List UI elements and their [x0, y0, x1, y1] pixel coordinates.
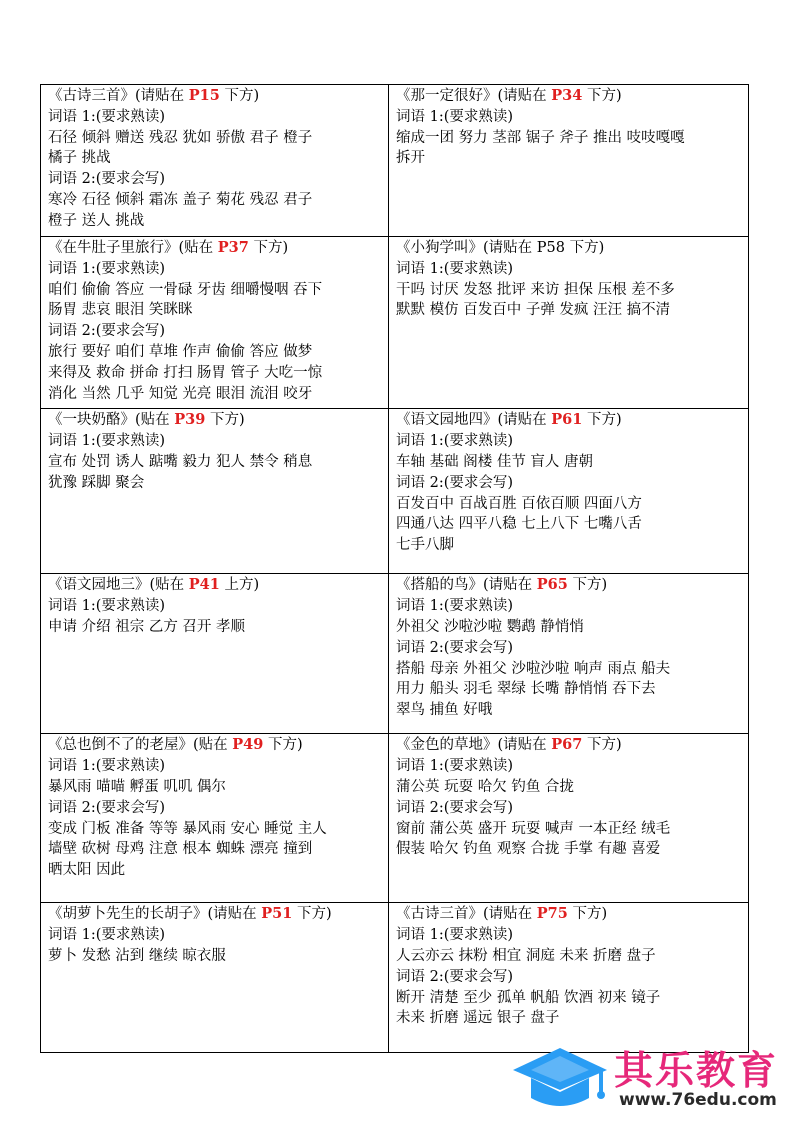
page-number: P49 [232, 736, 264, 754]
vocab-group-label: 词语 2:(要求会写) [396, 474, 514, 491]
vocab-words-line: 晒太阳 因此 [48, 862, 126, 879]
lesson-title-suffix: 下方) [292, 906, 332, 923]
vocab-group-label: 词语 2:(要求会写) [396, 968, 514, 985]
vocab-words-line: 咱们 偷偷 答应 一骨碌 牙齿 细嚼慢咽 吞下 [48, 281, 323, 298]
lesson-title-text: 《语文园地四》(请贴在 [396, 412, 552, 429]
lesson-title-suffix: 下方) [567, 577, 608, 594]
vocab-words-line: 寒冷 石径 倾斜 霜冻 盖子 菊花 残忍 君子 [48, 191, 313, 208]
vocab-group-label: 词语 1:(要求熟读) [396, 758, 514, 775]
vocab-group-label: 词语 2:(要求会写) [396, 799, 514, 816]
lesson-title [396, 238, 743, 259]
vocab-group-label: 词语 1:(要求熟读) [48, 433, 166, 450]
vocab-words-line: 干吗 讨厌 发怒 批评 来访 担保 压根 差不多 [396, 281, 675, 298]
vocab-words-line: 百发百中 百战百胜 百依百顺 四面八方 [396, 495, 642, 512]
lesson-title [396, 575, 743, 596]
lesson-title-suffix: 上方) [219, 577, 260, 594]
lesson-title-text: 《古诗三首》(请贴在 [48, 88, 189, 104]
lesson-title-suffix: 下方) [567, 906, 608, 923]
page-number: P41 [188, 576, 220, 594]
lesson-title [48, 735, 383, 756]
vocab-words-line: 拆开 [396, 150, 425, 167]
vocabulary-table [40, 84, 749, 1053]
vocab-words-line: 假装 哈欠 钓鱼 观察 合拢 手掌 有趣 喜爱 [396, 841, 661, 858]
lesson-title-text: 《那一定很好》(请贴在 [396, 88, 552, 104]
vocab-words-line: 窗前 蒲公英 盛开 玩耍 喊声 一本正经 绒毛 [396, 820, 671, 837]
vocab-words-line: 默默 模仿 百发百中 子弹 发疯 汪汪 搞不清 [396, 302, 671, 319]
vocab-group-label: 词语 1:(要求熟读) [396, 260, 514, 277]
lesson-title-text: 《胡萝卜先生的长胡子》(请贴在 [48, 906, 262, 923]
vocab-words-line: 宣布 处罚 诱人 踮嘴 毅力 犯人 禁令 稍息 [48, 453, 313, 470]
lesson-title-text: 《小狗学叫》(请贴在 P58 下方) [396, 240, 605, 256]
lesson-cell [41, 85, 389, 237]
vocab-words-line: 申请 介绍 祖宗 乙方 召开 孝顺 [48, 618, 246, 635]
vocab-words-line: 车轴 基础 阁楼 佳节 盲人 唐朝 [396, 453, 594, 470]
vocab-words-line: 肠胃 悲哀 眼泪 笑眯眯 [48, 302, 193, 319]
lesson-title-suffix: 下方) [248, 240, 289, 256]
vocab-words-line: 旅行 要好 咱们 草堆 作声 偷偷 答应 做梦 [48, 343, 313, 360]
page-number: P51 [261, 905, 293, 923]
graduation-cap-icon [511, 1044, 609, 1112]
page-number: P15 [188, 87, 220, 104]
vocab-words-line: 翠鸟 捕鱼 好哦 [396, 702, 493, 719]
page-number: P67 [551, 736, 583, 754]
lesson-title-text: 《在牛肚子里旅行》(贴在 [48, 240, 218, 256]
vocab-group-label: 词语 1:(要求熟读) [396, 598, 514, 615]
vocab-words-line: 暴风雨 喵喵 孵蛋 叽叽 偶尔 [48, 778, 226, 795]
lesson-cell [41, 409, 389, 574]
lesson-title [48, 410, 383, 431]
lesson-title-suffix: 下方) [205, 412, 245, 429]
page-number: P61 [551, 411, 583, 429]
lesson-cell [389, 734, 749, 903]
vocab-group-label: 词语 1:(要求熟读) [396, 433, 514, 450]
vocab-words-line: 断开 清楚 至少 孤单 帆船 饮酒 初来 镜子 [396, 989, 661, 1006]
lesson-title-suffix: 下方) [582, 88, 622, 104]
lesson-cell [389, 237, 749, 409]
lesson-title-text: 《搭船的鸟》(请贴在 [396, 577, 537, 594]
lesson-cell [41, 574, 389, 734]
vocab-group-label: 词语 2:(要求会写) [48, 799, 166, 816]
lesson-cell [389, 574, 749, 734]
vocab-words-line: 人云亦云 抹粉 相宜 洞庭 未来 折磨 盘子 [396, 947, 656, 964]
brand-name: 其乐教育 [614, 1049, 779, 1094]
page-number: P34 [551, 87, 583, 104]
lesson-title [48, 86, 383, 107]
page-number: P37 [217, 239, 249, 256]
vocab-group-label: 词语 1:(要求熟读) [48, 758, 166, 775]
vocab-group-label: 词语 1:(要求熟读) [396, 927, 514, 944]
lesson-title [396, 904, 743, 925]
lesson-title [396, 735, 743, 756]
lesson-title [48, 575, 383, 596]
vocab-group-label: 词语 1:(要求熟读) [48, 108, 166, 125]
lesson-title-text: 《一块奶酪》(贴在 [48, 412, 175, 429]
vocab-words-line: 蒲公英 玩耍 哈欠 钓鱼 合拢 [396, 778, 574, 795]
vocab-words-line: 萝卜 发愁 沾到 继续 晾衣服 [48, 947, 226, 964]
brand-url: www.76edu.com [619, 1090, 777, 1110]
vocab-words-line: 犹豫 踩脚 聚会 [48, 474, 145, 491]
brand-logo [511, 1042, 787, 1114]
lesson-title-suffix: 下方) [219, 88, 260, 104]
vocab-group-label: 词语 2:(要求会写) [396, 639, 514, 656]
vocab-group-label: 词语 1:(要求熟读) [48, 598, 166, 615]
lesson-title [396, 410, 743, 431]
lesson-cell [389, 409, 749, 574]
page-number: P39 [174, 411, 206, 429]
vocab-words-line: 用力 船头 羽毛 翠绿 长嘴 静悄悄 吞下去 [396, 681, 656, 698]
vocab-words-line: 四通八达 四平八稳 七上八下 七嘴八舌 [396, 516, 642, 533]
page-number: P65 [536, 576, 568, 594]
lesson-title-suffix: 下方) [582, 737, 622, 754]
vocab-words-line: 变成 门板 准备 等等 暴风雨 安心 睡觉 主人 [48, 820, 327, 837]
vocab-words-line: 墙壁 砍树 母鸡 注意 根本 蜘蛛 漂亮 撞到 [48, 841, 313, 858]
vocab-words-line: 缩成一团 努力 茎部 锯子 斧子 推出 吱吱嘎嘎 [396, 129, 685, 146]
lesson-title-suffix: 下方) [582, 412, 622, 429]
vocab-words-line: 搭船 母亲 外祖父 沙啦沙啦 响声 雨点 船夫 [396, 660, 671, 677]
lesson-cell [389, 903, 749, 1053]
lesson-title-text: 《古诗三首》(请贴在 [396, 906, 537, 923]
vocab-words-line: 橙子 送人 挑战 [48, 212, 145, 229]
lesson-cell [41, 734, 389, 903]
lesson-title [396, 86, 743, 107]
lesson-title-text: 《语文园地三》(贴在 [48, 577, 189, 594]
vocab-group-label: 词语 1:(要求熟读) [48, 260, 166, 277]
vocab-group-label: 词语 1:(要求熟读) [396, 108, 514, 125]
lesson-cell [41, 237, 389, 409]
vocab-words-line: 消化 当然 几乎 知觉 光亮 眼泪 流泪 咬牙 [48, 385, 313, 402]
vocab-words-line: 橘子 挑战 [48, 150, 111, 167]
lesson-title-text: 《金色的草地》(请贴在 [396, 737, 552, 754]
vocab-group-label: 词语 2:(要求会写) [48, 171, 166, 188]
vocab-group-label: 词语 2:(要求会写) [48, 323, 166, 340]
page-number: P75 [536, 905, 568, 923]
vocab-words-line: 石径 倾斜 赠送 残忍 犹如 骄傲 君子 橙子 [48, 129, 313, 146]
lesson-cell [41, 903, 389, 1053]
vocab-words-line: 外祖父 沙啦沙啦 鹦鹉 静悄悄 [396, 618, 584, 635]
vocab-words-line: 来得及 救命 拼命 打扫 肠胃 管子 大吃一惊 [48, 364, 323, 381]
lesson-cell [389, 85, 749, 237]
vocab-words-line: 未来 折磨 遥远 银子 盘子 [396, 1010, 560, 1027]
lesson-title [48, 238, 383, 259]
lesson-title [48, 904, 383, 925]
lesson-title-suffix: 下方) [263, 737, 303, 754]
lesson-title-text: 《总也倒不了的老屋》(贴在 [48, 737, 233, 754]
vocab-words-line: 七手八脚 [396, 537, 454, 554]
vocab-group-label: 词语 1:(要求熟读) [48, 927, 166, 944]
